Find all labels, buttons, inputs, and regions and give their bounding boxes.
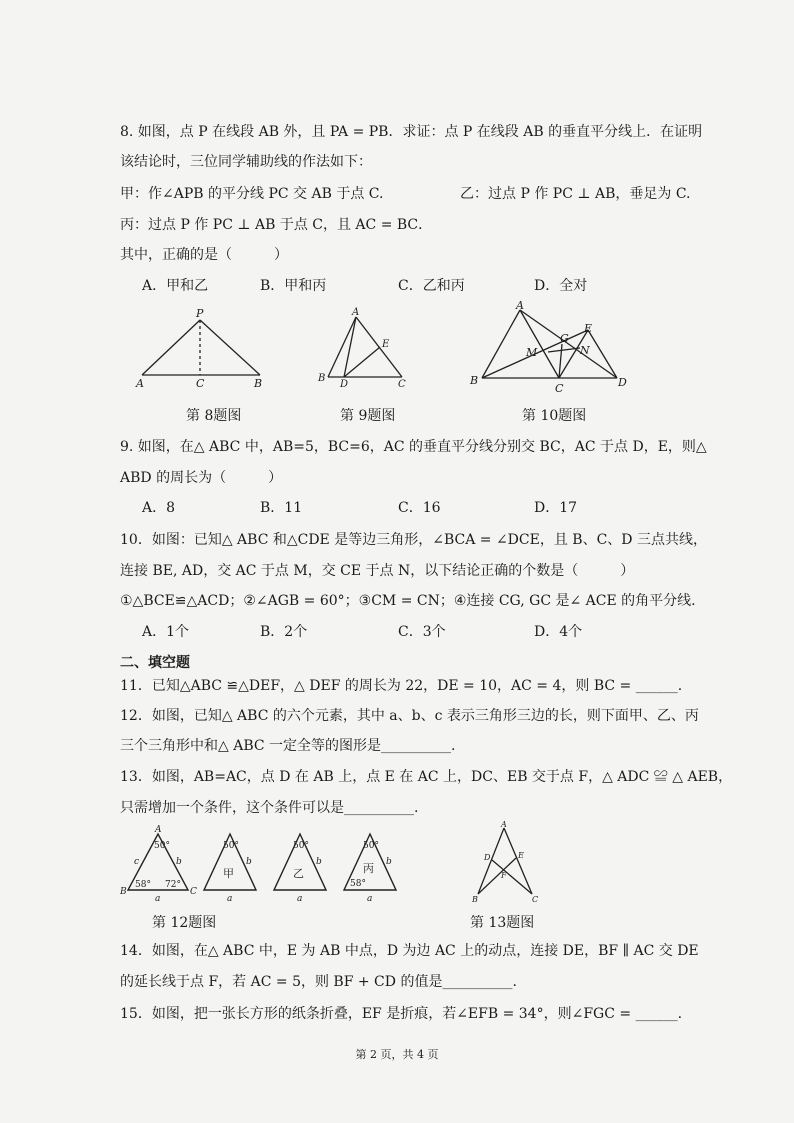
fig10-label-d: D	[618, 376, 627, 389]
fig9-label-e: E	[382, 339, 390, 350]
fig12-yi-label: 乙	[293, 867, 304, 880]
fig9-label-b: B	[318, 373, 326, 384]
fig12-abc-label-c: C	[190, 887, 197, 897]
q9-line1: 9. 如图，在△ ABC 中，AB=5，BC=6，AC 的垂直平分线分别交 BC，AC 于点 D，E，则△	[120, 439, 707, 455]
fig13-label-f: F	[501, 871, 507, 880]
fig10-label-n: N	[580, 344, 590, 357]
q8-line3b: 乙：过点 P 作 PC ⊥ AB，垂足为 C.	[460, 186, 691, 202]
fig12-jia-side-b: b	[246, 857, 252, 867]
fig10-label-c: C	[555, 382, 564, 395]
fig12-bing-label: 丙	[363, 862, 374, 875]
fig9-label-c: C	[398, 379, 406, 390]
q10-option-b: B．2个	[260, 624, 308, 640]
fig12-abc-side-b: b	[176, 857, 182, 867]
fig12-abc-angle-b: 58°	[135, 880, 151, 890]
fig12-abc-angle-a: 50°	[154, 841, 170, 851]
fig12-yi-side-b: b	[316, 857, 322, 867]
fig12-triangle-abc	[118, 822, 198, 902]
fig13-diagram	[470, 820, 560, 905]
q9-option-b: B．11	[260, 500, 303, 516]
fig12-bing-side-b: b	[386, 857, 392, 867]
fig12-abc-angle-c: 72°	[165, 880, 181, 890]
q10-option-a: A．1个	[142, 624, 190, 640]
fig12-bing-angle-top: 50°	[363, 841, 379, 851]
fig13-label-c: C	[532, 895, 539, 904]
fig12-jia-label: 甲	[223, 867, 234, 880]
fig10-label-e: E	[584, 322, 593, 335]
q8-line5: 其中，正确的是（ ）	[120, 247, 288, 263]
fig12-jia-angle: 50°	[223, 841, 239, 851]
fig12-bing-angle-left: 58°	[350, 879, 366, 889]
q9-line2: ABD 的周长为（ ）	[120, 470, 283, 486]
q14-line2: 的延长线于点 F，若 AC = 5，则 BF + CD 的值是__________.	[120, 974, 517, 990]
q10-option-c: C．3个	[398, 624, 446, 640]
q14-line1: 14．如图，在△ ABC 中，E 为 AB 中点，D 为边 AC 上的动点，连接 DE，BF ∥ AC 交 DE	[120, 943, 699, 959]
q10-line1: 10．如图：已知△ ABC 和△CDE 是等边三角形，∠BCA = ∠DCE，且 B、C、D 三点共线，	[120, 532, 707, 548]
section-fill-in-title: 二、填空题	[120, 655, 190, 671]
q8-line4: 丙：过点 P 作 PC ⊥ AB 于点 C，且 AC = BC．	[120, 217, 433, 233]
fig9-label-a: A	[352, 307, 360, 318]
q12-line1: 12．如图，已知△ ABC 的六个元素，其中 a、b、c 表示三角形三边的长，则下面甲、乙、丙	[120, 708, 699, 724]
fig10-label-b: B	[470, 374, 479, 387]
q8-option-b: B．甲和丙	[260, 278, 327, 294]
q13-line2: 只需增加一个条件，这个条件可以是__________.	[120, 800, 419, 816]
q10-line3: ①△BCE≌△ACD；②∠AGB = 60°；③CM = CN；④连接 CG, GC 是∠ ACE 的角平分线.	[120, 593, 696, 609]
fig12-triangle-yi	[268, 822, 338, 902]
fig12-caption: 第 12题图	[152, 915, 217, 931]
q8-line2: 该结论时，三位同学辅助线的作法如下：	[120, 154, 372, 170]
q8-option-d: D．全对	[534, 278, 588, 294]
fig8-diagram	[130, 305, 270, 390]
fig13-caption: 第 13题图	[470, 915, 535, 931]
fig12-abc-side-c: c	[134, 857, 140, 867]
fig12-abc-side-a: a	[155, 894, 161, 902]
q8-option-c: C．乙和丙	[398, 278, 465, 294]
fig9-caption: 第 9题图	[340, 408, 396, 424]
fig9-label-d: D	[340, 379, 349, 390]
fig13-label-b: B	[472, 895, 478, 904]
fig8-label-a: A	[136, 377, 144, 390]
fig12-jia-side-a: a	[227, 894, 233, 902]
fig12-yi-angle: 50°	[293, 841, 309, 851]
fig12-abc-label-b: B	[120, 887, 127, 897]
fig12-yi-side-a: a	[297, 894, 303, 902]
q11-text: 11．已知△ABC ≌△DEF，△ DEF 的周长为 22，DE = 10，AC = 4，则 BC = ______.	[120, 678, 683, 694]
q8-line3a: 甲：作∠APB 的平分线 PC 交 AB 于点 C.	[120, 186, 384, 202]
q9-option-c: C．16	[398, 500, 441, 516]
fig8-caption: 第 8题图	[186, 408, 242, 424]
q12-line2: 三个三角形中和△ ABC 一定全等的图形是__________.	[120, 738, 456, 754]
fig12-bing-side-a: a	[367, 894, 373, 902]
q9-option-a: A．8	[142, 500, 176, 516]
fig9-diagram	[312, 305, 412, 390]
q15-text: 15．如图，把一张长方形的纸条折叠，EF 是折痕，若∠EFB = 34°，则∠FGC = ______.	[120, 1006, 683, 1022]
fig13-label-d: D	[484, 853, 491, 862]
fig13-label-a: A	[501, 820, 507, 829]
fig10-caption: 第 10题图	[522, 408, 587, 424]
fig10-diagram	[462, 300, 632, 395]
fig12-abc-label-a: A	[155, 825, 162, 835]
q8-option-a: A．甲和乙	[142, 278, 209, 294]
fig10-label-a: A	[516, 300, 524, 312]
fig12-triangle-bing	[338, 822, 408, 902]
q10-line2: 连接 BE, AD，交 AC 于点 M，交 CE 于点 N，以下结论正确的个数是（ ）	[120, 563, 635, 579]
fig12-triangle-jia	[198, 822, 268, 902]
fig8-label-b: B	[254, 377, 263, 390]
fig8-label-p: P	[196, 307, 204, 320]
q8-line1: 8. 如图，点 P 在线段 AB 外，且 PA = PB．求证：点 P 在线段 AB 的垂直平分线上．在证明	[120, 124, 703, 140]
fig10-label-m: M	[526, 346, 538, 359]
page-footer: 第 2 页，共 4 页	[355, 1048, 439, 1061]
fig13-label-e: E	[518, 851, 524, 860]
fig8-label-c: C	[196, 377, 205, 390]
q13-line1: 13．如图，AB=AC，点 D 在 AB 上，点 E 在 AC 上，DC、EB 交于点 F，△ ADC ≌ △ AEB，	[120, 769, 733, 785]
fig10-label-g: G	[560, 332, 569, 345]
q9-option-d: D．17	[534, 500, 578, 516]
q10-option-d: D．4个	[534, 624, 583, 640]
